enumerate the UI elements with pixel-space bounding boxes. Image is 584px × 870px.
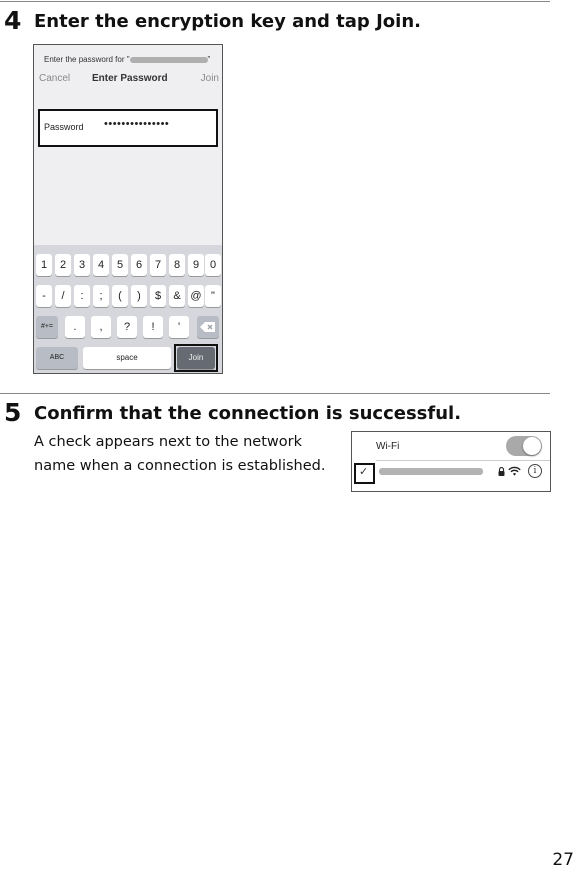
key-close-paren[interactable]: ) (131, 285, 147, 307)
abc-key[interactable]: ABC (36, 347, 78, 369)
password-prompt: Enter the password for " " (44, 55, 211, 64)
key-2[interactable]: 2 (55, 254, 71, 276)
key-0[interactable]: 0 (205, 254, 221, 276)
wifi-settings-screen (351, 431, 551, 492)
space-key[interactable]: space (83, 347, 171, 369)
cancel-button[interactable]: Cancel (39, 73, 71, 84)
step-5-description: A check appears next to the network name when a connection is established. (34, 434, 326, 474)
step-4-title: Enter the encryption key and tap Join. (34, 11, 421, 32)
key-5[interactable]: 5 (112, 254, 128, 276)
key-3[interactable]: 3 (74, 254, 90, 276)
join-key[interactable]: Join (177, 347, 215, 369)
step-5-title: Confirm that the connection is successful. (34, 403, 462, 424)
step-5-number: 5 (4, 398, 21, 427)
wifi-toggle[interactable] (506, 436, 542, 456)
lock-icon (498, 467, 505, 476)
key-comma[interactable]: , (91, 316, 111, 338)
key-exclamation[interactable]: ! (143, 316, 163, 338)
password-input[interactable]: ••••••••••••••• (104, 118, 170, 130)
info-icon[interactable]: i (528, 464, 542, 478)
key-apostrophe[interactable]: ' (169, 316, 189, 338)
password-field[interactable] (38, 109, 218, 147)
key-8[interactable]: 8 (169, 254, 185, 276)
wifi-separator (376, 460, 550, 461)
key-open-paren[interactable]: ( (112, 285, 128, 307)
key-at[interactable]: @ (188, 285, 204, 307)
section-rule (0, 393, 550, 394)
page-number: 27 (552, 850, 574, 870)
key-dollar[interactable]: $ (150, 285, 166, 307)
key-hyphen[interactable]: - (36, 285, 52, 307)
wifi-signal-icon (508, 466, 521, 476)
key-4[interactable]: 4 (93, 254, 109, 276)
symbols-key[interactable]: #+= (36, 316, 58, 338)
key-quote[interactable]: " (205, 285, 221, 307)
key-question[interactable]: ? (117, 316, 137, 338)
network-name-redacted[interactable] (379, 468, 483, 475)
enter-password-heading: Enter Password (92, 73, 168, 84)
key-ampersand[interactable]: & (169, 285, 185, 307)
backspace-icon (200, 322, 216, 332)
wifi-label: Wi-Fi (376, 441, 400, 452)
network-name-redacted (130, 57, 208, 63)
key-period[interactable]: . (65, 316, 85, 338)
top-rule (0, 1, 550, 2)
key-semicolon[interactable]: ; (93, 285, 109, 307)
key-7[interactable]: 7 (150, 254, 166, 276)
check-icon: ✓ (359, 466, 369, 478)
key-6[interactable]: 6 (131, 254, 147, 276)
step-4-number: 4 (4, 6, 21, 35)
keyboard (34, 245, 222, 373)
backspace-key[interactable] (197, 316, 219, 338)
wifi-toggle-knob (523, 437, 541, 455)
key-1[interactable]: 1 (36, 254, 52, 276)
password-screen (33, 44, 223, 374)
key-slash[interactable]: / (55, 285, 71, 307)
join-button-top[interactable]: Join (200, 73, 219, 84)
connection-check-highlight (354, 463, 375, 484)
password-label: Password (44, 122, 84, 132)
key-colon[interactable]: : (74, 285, 90, 307)
key-9[interactable]: 9 (188, 254, 204, 276)
